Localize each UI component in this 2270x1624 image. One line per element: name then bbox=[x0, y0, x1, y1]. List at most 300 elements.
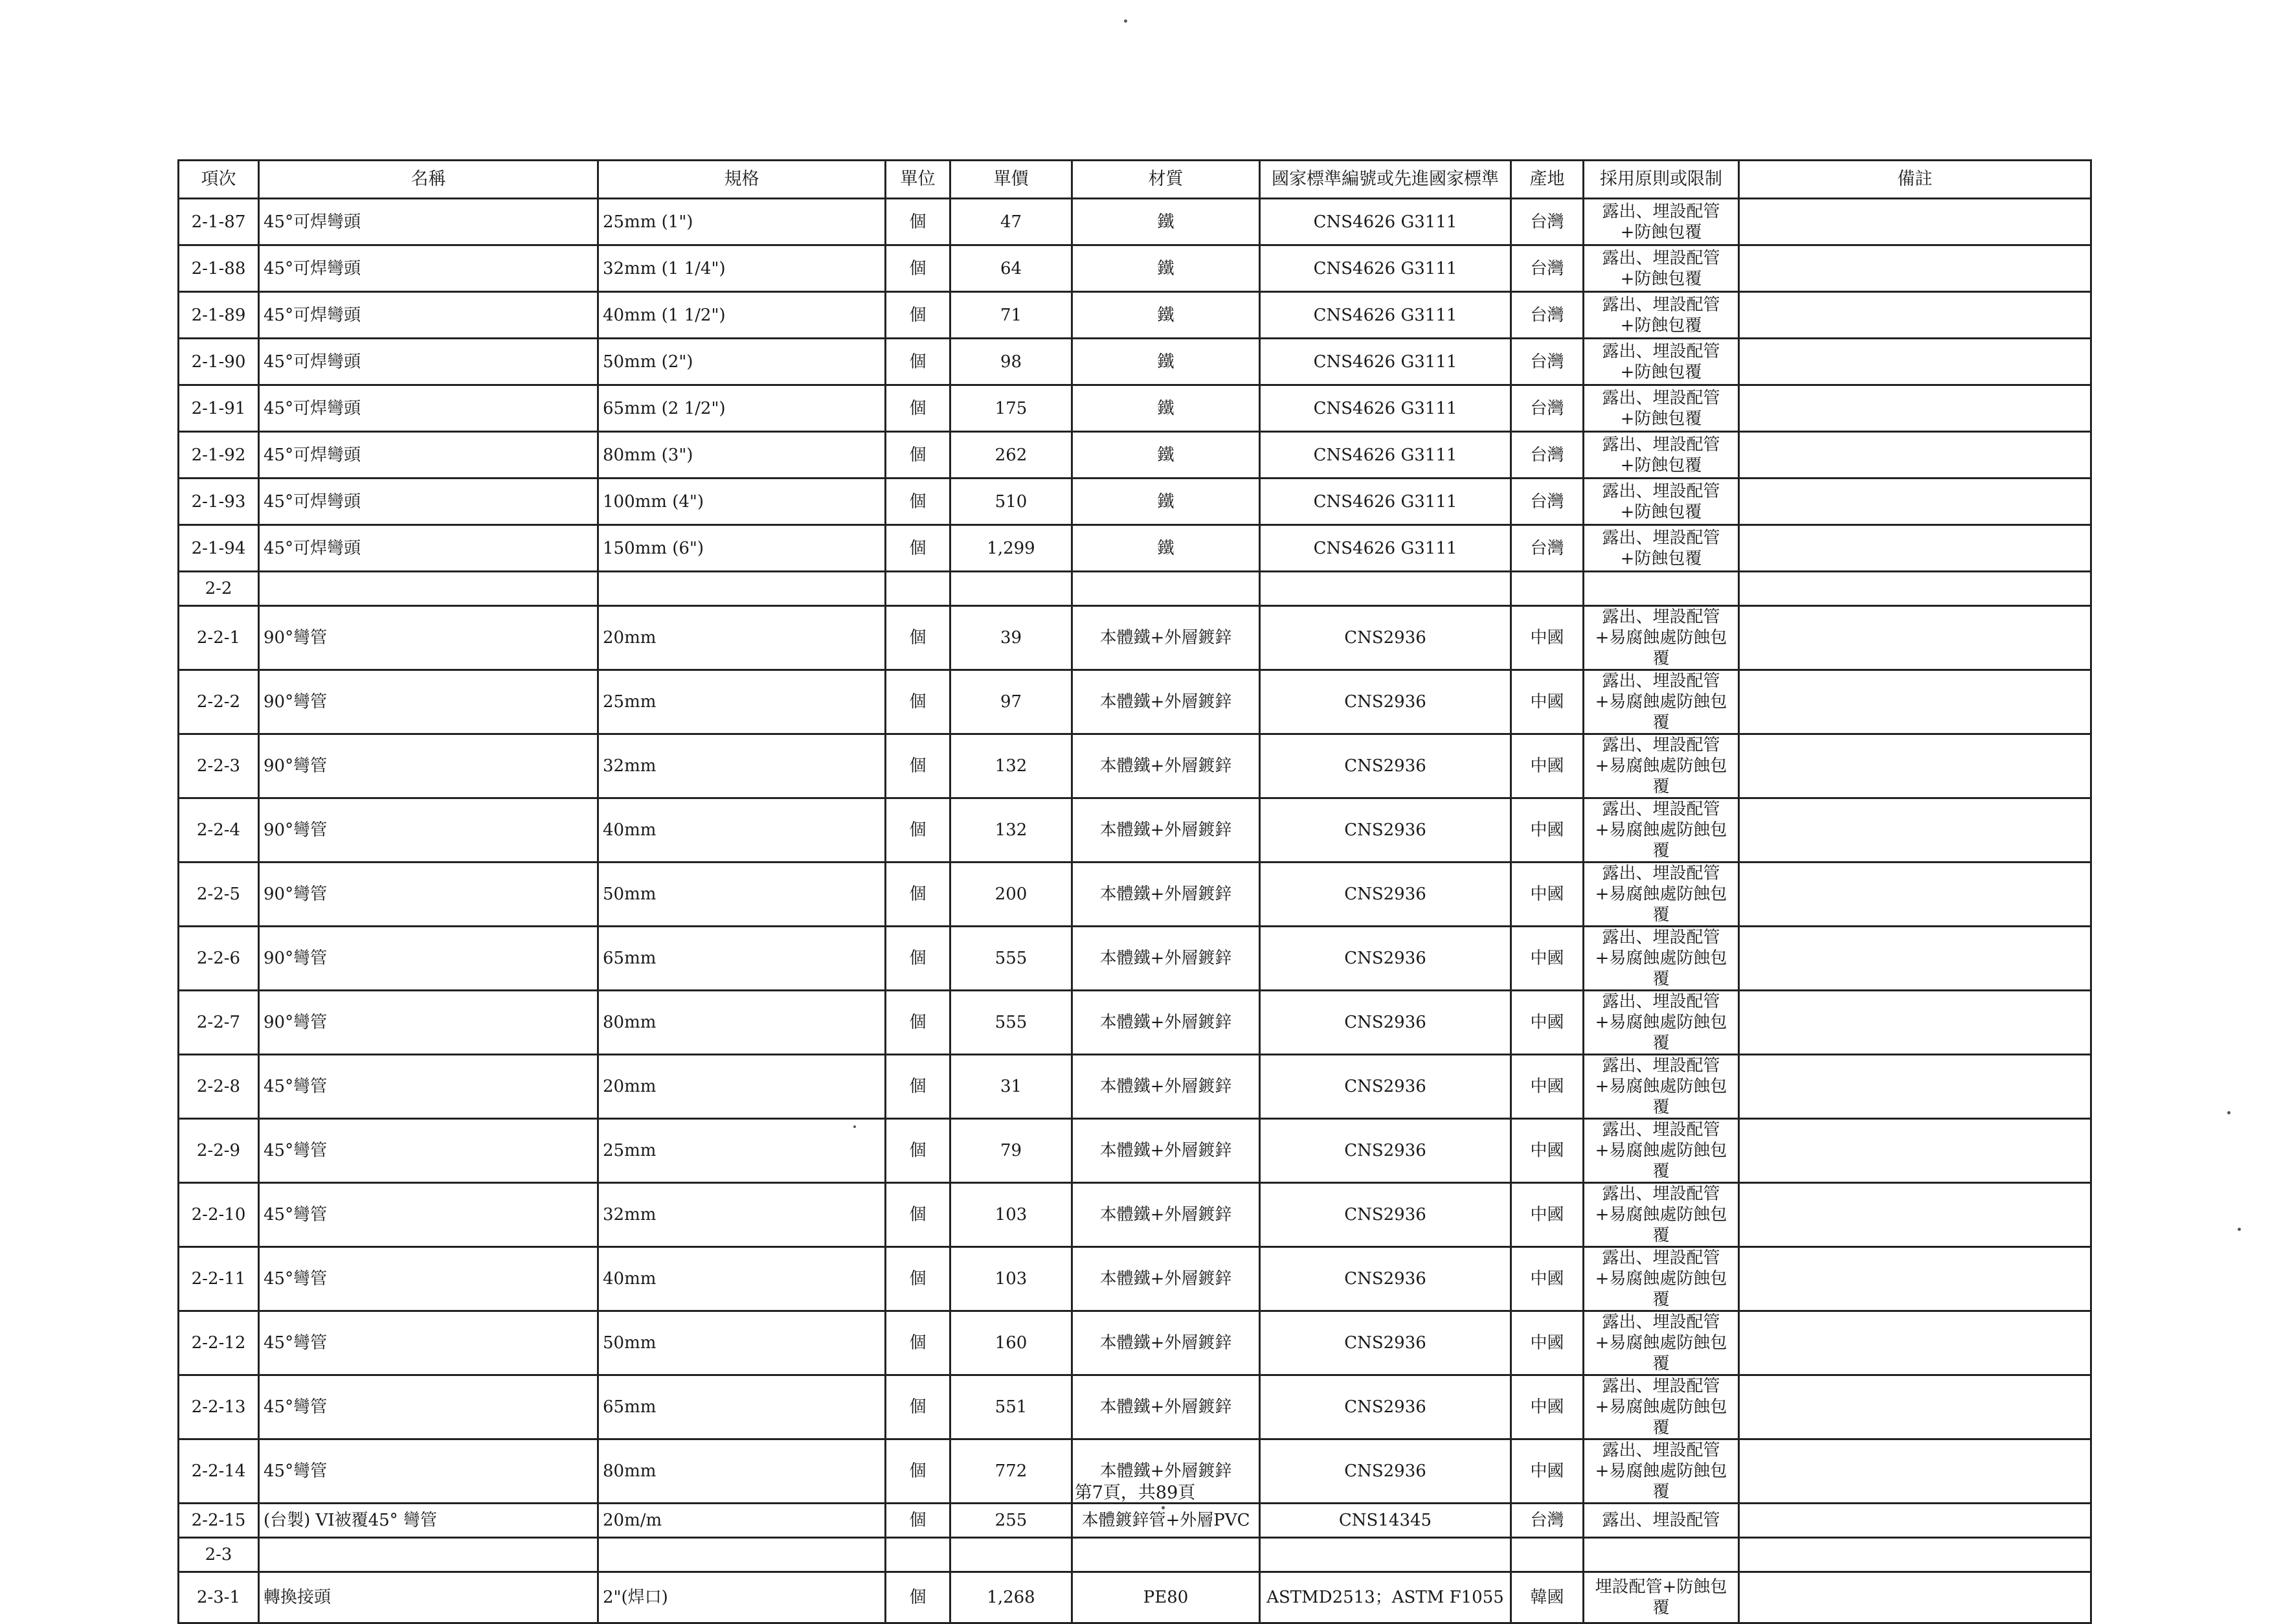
header-name: 名稱 bbox=[259, 161, 598, 199]
item-note bbox=[1739, 525, 2091, 572]
header-no: 項次 bbox=[179, 161, 259, 199]
item-material: 鐵 bbox=[1072, 479, 1260, 525]
item-standard: CNS2936 bbox=[1260, 670, 1511, 734]
item-price: 555 bbox=[950, 927, 1072, 991]
item-origin: 中國 bbox=[1511, 798, 1584, 863]
item-origin bbox=[1511, 1538, 1584, 1572]
item-standard: CNS2936 bbox=[1260, 1311, 1511, 1375]
item-name: 90°彎管 bbox=[259, 991, 598, 1055]
page-number: 第7頁，共89頁 bbox=[1074, 1483, 1196, 1503]
item-name: (台製) VI被覆45° 彎管 bbox=[259, 1504, 598, 1538]
item-origin: 中國 bbox=[1511, 1439, 1584, 1504]
item-origin: 中國 bbox=[1511, 1247, 1584, 1311]
item-origin: 中國 bbox=[1511, 1183, 1584, 1247]
item-unit: 個 bbox=[886, 927, 950, 991]
item-standard: CNS2936 bbox=[1260, 991, 1511, 1055]
item-price: 200 bbox=[950, 863, 1072, 927]
item-price: 103 bbox=[950, 1247, 1072, 1311]
item-origin: 台灣 bbox=[1511, 245, 1584, 292]
item-rule: 露出、埋設配管+防蝕包覆 bbox=[1584, 432, 1739, 479]
item-number: 2-2-12 bbox=[179, 1311, 259, 1375]
item-name bbox=[259, 572, 598, 606]
item-spec: 25mm bbox=[598, 670, 886, 734]
scan-speck bbox=[1124, 19, 1127, 23]
item-spec: 65mm bbox=[598, 1375, 886, 1439]
item-unit: 個 bbox=[886, 863, 950, 927]
item-price: 175 bbox=[950, 385, 1072, 432]
item-rule: 露出、埋設配管+易腐蝕處防蝕包覆 bbox=[1584, 670, 1739, 734]
item-name: 45°彎管 bbox=[259, 1119, 598, 1183]
item-origin: 台灣 bbox=[1511, 525, 1584, 572]
item-unit: 個 bbox=[886, 1504, 950, 1538]
item-unit: 個 bbox=[886, 798, 950, 863]
item-name: 45°彎管 bbox=[259, 1055, 598, 1119]
item-spec bbox=[598, 572, 886, 606]
item-number: 2-1-89 bbox=[179, 292, 259, 339]
price-table bbox=[177, 159, 2092, 1624]
item-material: 鐵 bbox=[1072, 339, 1260, 385]
item-origin: 中國 bbox=[1511, 1311, 1584, 1375]
item-spec: 50mm bbox=[598, 863, 886, 927]
item-material: 本體鐵+外層鍍鋅 bbox=[1072, 1247, 1260, 1311]
item-standard: CNS2936 bbox=[1260, 1439, 1511, 1504]
item-material: 鐵 bbox=[1072, 432, 1260, 479]
item-material: 本體鐵+外層鍍鋅 bbox=[1072, 734, 1260, 798]
item-number: 2-2-15 bbox=[179, 1504, 259, 1538]
item-number: 2-2-3 bbox=[179, 734, 259, 798]
item-spec: 32mm bbox=[598, 734, 886, 798]
item-price bbox=[950, 1538, 1072, 1572]
item-note bbox=[1739, 339, 2091, 385]
item-standard: CNS4626 G3111 bbox=[1260, 245, 1511, 292]
item-note bbox=[1739, 432, 2091, 479]
header-material: 材質 bbox=[1072, 161, 1260, 199]
item-unit: 個 bbox=[886, 432, 950, 479]
item-standard: CNS4626 G3111 bbox=[1260, 432, 1511, 479]
item-name bbox=[259, 1538, 598, 1572]
table-row bbox=[179, 525, 2091, 572]
item-material bbox=[1072, 572, 1260, 606]
item-rule: 露出、埋設配管+易腐蝕處防蝕包覆 bbox=[1584, 1119, 1739, 1183]
table-row bbox=[179, 1504, 2091, 1538]
item-rule: 露出、埋設配管+易腐蝕處防蝕包覆 bbox=[1584, 863, 1739, 927]
item-unit: 個 bbox=[886, 1183, 950, 1247]
item-spec: 20mm bbox=[598, 606, 886, 670]
item-spec: 80mm bbox=[598, 1439, 886, 1504]
item-note bbox=[1739, 479, 2091, 525]
item-origin: 中國 bbox=[1511, 670, 1584, 734]
item-note bbox=[1739, 385, 2091, 432]
item-unit: 個 bbox=[886, 199, 950, 245]
item-origin: 中國 bbox=[1511, 863, 1584, 927]
item-spec: 32mm bbox=[598, 1183, 886, 1247]
item-spec: 25mm bbox=[598, 1119, 886, 1183]
item-unit: 個 bbox=[886, 479, 950, 525]
item-unit: 個 bbox=[886, 1311, 950, 1375]
item-rule: 露出、埋設配管+易腐蝕處防蝕包覆 bbox=[1584, 1439, 1739, 1504]
item-name: 45°可焊彎頭 bbox=[259, 432, 598, 479]
item-number: 2-1-92 bbox=[179, 432, 259, 479]
table-row bbox=[179, 863, 2091, 927]
item-unit: 個 bbox=[886, 991, 950, 1055]
item-unit bbox=[886, 572, 950, 606]
item-note bbox=[1739, 1572, 2091, 1623]
item-price: 132 bbox=[950, 734, 1072, 798]
item-rule: 露出、埋設配管+易腐蝕處防蝕包覆 bbox=[1584, 1247, 1739, 1311]
item-name: 90°彎管 bbox=[259, 606, 598, 670]
header-unit: 單位 bbox=[886, 161, 950, 199]
item-price: 98 bbox=[950, 339, 1072, 385]
table-row bbox=[179, 339, 2091, 385]
item-standard: CNS2936 bbox=[1260, 927, 1511, 991]
item-name: 45°可焊彎頭 bbox=[259, 339, 598, 385]
item-rule: 露出、埋設配管+防蝕包覆 bbox=[1584, 199, 1739, 245]
table-row bbox=[179, 670, 2091, 734]
item-price: 160 bbox=[950, 1311, 1072, 1375]
item-material: 本體鐵+外層鍍鋅 bbox=[1072, 1439, 1260, 1504]
item-number: 2-1-94 bbox=[179, 525, 259, 572]
item-number: 2-2-2 bbox=[179, 670, 259, 734]
item-origin: 台灣 bbox=[1511, 479, 1584, 525]
item-standard: CNS4626 G3111 bbox=[1260, 479, 1511, 525]
table-row bbox=[179, 1572, 2091, 1623]
item-material: 本體鐵+外層鍍鋅 bbox=[1072, 991, 1260, 1055]
item-price: 262 bbox=[950, 432, 1072, 479]
item-material bbox=[1072, 1538, 1260, 1572]
item-unit: 個 bbox=[886, 525, 950, 572]
item-origin: 中國 bbox=[1511, 1119, 1584, 1183]
item-origin: 台灣 bbox=[1511, 432, 1584, 479]
item-material: 本體鍍鋅管+外層PVC bbox=[1072, 1504, 1260, 1538]
section-row bbox=[179, 572, 2091, 606]
scan-speck bbox=[1162, 1506, 1165, 1509]
item-standard: CNS4626 G3111 bbox=[1260, 339, 1511, 385]
item-price: 97 bbox=[950, 670, 1072, 734]
item-number: 2-2-4 bbox=[179, 798, 259, 863]
item-note bbox=[1739, 1119, 2091, 1183]
item-material: 鐵 bbox=[1072, 199, 1260, 245]
item-material: 本體鐵+外層鍍鋅 bbox=[1072, 1055, 1260, 1119]
item-origin: 台灣 bbox=[1511, 292, 1584, 339]
item-spec: 65mm bbox=[598, 927, 886, 991]
item-name: 45°彎管 bbox=[259, 1439, 598, 1504]
item-spec: 40mm (1 1/2") bbox=[598, 292, 886, 339]
table-row bbox=[179, 991, 2091, 1055]
table-row bbox=[179, 1055, 2091, 1119]
item-price: 551 bbox=[950, 1375, 1072, 1439]
item-rule: 露出、埋設配管+易腐蝕處防蝕包覆 bbox=[1584, 1375, 1739, 1439]
item-number: 2-1-91 bbox=[179, 385, 259, 432]
item-unit: 個 bbox=[886, 1439, 950, 1504]
item-rule: 露出、埋設配管+易腐蝕處防蝕包覆 bbox=[1584, 991, 1739, 1055]
item-number: 2-3-1 bbox=[179, 1572, 259, 1623]
item-name: 90°彎管 bbox=[259, 863, 598, 927]
header-row bbox=[179, 161, 2091, 199]
item-standard bbox=[1260, 1538, 1511, 1572]
item-note bbox=[1739, 1055, 2091, 1119]
item-standard: CNS4626 G3111 bbox=[1260, 525, 1511, 572]
item-spec bbox=[598, 1538, 886, 1572]
item-name: 45°可焊彎頭 bbox=[259, 385, 598, 432]
item-origin: 中國 bbox=[1511, 927, 1584, 991]
item-standard bbox=[1260, 572, 1511, 606]
item-name: 45°彎管 bbox=[259, 1247, 598, 1311]
item-name: 45°可焊彎頭 bbox=[259, 525, 598, 572]
item-rule bbox=[1584, 1538, 1739, 1572]
item-spec: 2"(焊口) bbox=[598, 1572, 886, 1623]
item-number: 2-2-9 bbox=[179, 1119, 259, 1183]
table-row bbox=[179, 199, 2091, 245]
item-price: 64 bbox=[950, 245, 1072, 292]
item-price: 103 bbox=[950, 1183, 1072, 1247]
item-spec: 40mm bbox=[598, 1247, 886, 1311]
item-name: 45°彎管 bbox=[259, 1375, 598, 1439]
item-origin: 台灣 bbox=[1511, 1504, 1584, 1538]
item-price bbox=[950, 572, 1072, 606]
item-origin: 中國 bbox=[1511, 1055, 1584, 1119]
item-standard: ASTMD2513；ASTM F1055 bbox=[1260, 1572, 1511, 1623]
header-rule: 採用原則或限制 bbox=[1584, 161, 1739, 199]
item-rule: 露出、埋設配管+防蝕包覆 bbox=[1584, 479, 1739, 525]
item-note bbox=[1739, 1311, 2091, 1375]
item-standard: CNS2936 bbox=[1260, 798, 1511, 863]
item-origin: 中國 bbox=[1511, 606, 1584, 670]
item-number: 2-2-14 bbox=[179, 1439, 259, 1504]
item-material: 本體鐵+外層鍍鋅 bbox=[1072, 798, 1260, 863]
item-note bbox=[1739, 199, 2091, 245]
item-material: 本體鐵+外層鍍鋅 bbox=[1072, 1183, 1260, 1247]
table-row bbox=[179, 1183, 2091, 1247]
section-row bbox=[179, 1538, 2091, 1572]
item-note bbox=[1739, 991, 2091, 1055]
item-price: 132 bbox=[950, 798, 1072, 863]
item-standard: CNS4626 G3111 bbox=[1260, 199, 1511, 245]
item-origin: 中國 bbox=[1511, 991, 1584, 1055]
item-note bbox=[1739, 572, 2091, 606]
item-name: 45°彎管 bbox=[259, 1183, 598, 1247]
item-origin: 台灣 bbox=[1511, 199, 1584, 245]
item-note bbox=[1739, 606, 2091, 670]
table-row bbox=[179, 927, 2091, 991]
item-name: 45°可焊彎頭 bbox=[259, 479, 598, 525]
item-standard: CNS2936 bbox=[1260, 863, 1511, 927]
item-standard: CNS2936 bbox=[1260, 1119, 1511, 1183]
item-material: 本體鐵+外層鍍鋅 bbox=[1072, 1311, 1260, 1375]
item-spec: 65mm (2 1/2") bbox=[598, 385, 886, 432]
item-spec: 80mm bbox=[598, 991, 886, 1055]
item-name: 轉換接頭 bbox=[259, 1572, 598, 1623]
table-row bbox=[179, 479, 2091, 525]
scan-speck bbox=[853, 1125, 856, 1128]
item-rule: 露出、埋設配管+防蝕包覆 bbox=[1584, 385, 1739, 432]
item-price: 510 bbox=[950, 479, 1072, 525]
item-number: 2-2-8 bbox=[179, 1055, 259, 1119]
item-rule: 露出、埋設配管+防蝕包覆 bbox=[1584, 245, 1739, 292]
table-row bbox=[179, 1375, 2091, 1439]
item-number: 2-2-6 bbox=[179, 927, 259, 991]
item-rule: 露出、埋設配管+易腐蝕處防蝕包覆 bbox=[1584, 606, 1739, 670]
table-row bbox=[179, 385, 2091, 432]
item-price: 255 bbox=[950, 1504, 1072, 1538]
item-standard: CNS2936 bbox=[1260, 1055, 1511, 1119]
item-spec: 150mm (6") bbox=[598, 525, 886, 572]
item-origin: 台灣 bbox=[1511, 339, 1584, 385]
item-spec: 25mm (1") bbox=[598, 199, 886, 245]
item-origin: 中國 bbox=[1511, 734, 1584, 798]
item-name: 90°彎管 bbox=[259, 670, 598, 734]
item-spec: 40mm bbox=[598, 798, 886, 863]
item-note bbox=[1739, 927, 2091, 991]
item-material: 鐵 bbox=[1072, 245, 1260, 292]
item-standard: CNS2936 bbox=[1260, 1375, 1511, 1439]
item-price: 1,268 bbox=[950, 1572, 1072, 1623]
item-price: 555 bbox=[950, 991, 1072, 1055]
item-material: 本體鐵+外層鍍鋅 bbox=[1072, 1375, 1260, 1439]
item-note bbox=[1739, 1538, 2091, 1572]
item-number: 2-2-5 bbox=[179, 863, 259, 927]
item-material: 本體鐵+外層鍍鋅 bbox=[1072, 927, 1260, 991]
item-name: 45°可焊彎頭 bbox=[259, 292, 598, 339]
item-name: 45°可焊彎頭 bbox=[259, 245, 598, 292]
item-note bbox=[1739, 1183, 2091, 1247]
item-name: 45°彎管 bbox=[259, 1311, 598, 1375]
table-row bbox=[179, 1119, 2091, 1183]
item-number: 2-2-11 bbox=[179, 1247, 259, 1311]
scan-speck bbox=[2227, 1111, 2231, 1114]
item-material: 本體鐵+外層鍍鋅 bbox=[1072, 670, 1260, 734]
item-material: 本體鐵+外層鍍鋅 bbox=[1072, 1119, 1260, 1183]
item-material: 鐵 bbox=[1072, 385, 1260, 432]
item-rule: 露出、埋設配管+易腐蝕處防蝕包覆 bbox=[1584, 734, 1739, 798]
item-number: 2-2-10 bbox=[179, 1183, 259, 1247]
item-standard: CNS14345 bbox=[1260, 1504, 1511, 1538]
item-material: 鐵 bbox=[1072, 292, 1260, 339]
item-origin: 台灣 bbox=[1511, 385, 1584, 432]
item-spec: 80mm (3") bbox=[598, 432, 886, 479]
item-material: 鐵 bbox=[1072, 525, 1260, 572]
table-row bbox=[179, 1311, 2091, 1375]
table-row bbox=[179, 798, 2091, 863]
item-material: 本體鐵+外層鍍鋅 bbox=[1072, 863, 1260, 927]
item-unit: 個 bbox=[886, 606, 950, 670]
item-rule: 露出、埋設配管+易腐蝕處防蝕包覆 bbox=[1584, 927, 1739, 991]
item-standard: CNS2936 bbox=[1260, 734, 1511, 798]
item-spec: 50mm (2") bbox=[598, 339, 886, 385]
item-unit: 個 bbox=[886, 292, 950, 339]
item-rule: 埋設配管+防蝕包覆 bbox=[1584, 1572, 1739, 1623]
item-rule: 露出、埋設配管+防蝕包覆 bbox=[1584, 292, 1739, 339]
table-row bbox=[179, 606, 2091, 670]
item-number: 2-2-13 bbox=[179, 1375, 259, 1439]
item-unit: 個 bbox=[886, 245, 950, 292]
table-row bbox=[179, 292, 2091, 339]
item-standard: CNS4626 G3111 bbox=[1260, 385, 1511, 432]
table-row bbox=[179, 432, 2091, 479]
item-number: 2-1-90 bbox=[179, 339, 259, 385]
item-unit: 個 bbox=[886, 734, 950, 798]
item-price: 1,299 bbox=[950, 525, 1072, 572]
scan-speck bbox=[2238, 1228, 2241, 1231]
item-name: 45°可焊彎頭 bbox=[259, 199, 598, 245]
table-row bbox=[179, 245, 2091, 292]
item-note bbox=[1739, 798, 2091, 863]
item-spec: 20mm bbox=[598, 1055, 886, 1119]
item-unit: 個 bbox=[886, 1375, 950, 1439]
item-origin: 韓國 bbox=[1511, 1572, 1584, 1623]
header-note: 備註 bbox=[1739, 161, 2091, 199]
item-number: 2-1-88 bbox=[179, 245, 259, 292]
item-unit bbox=[886, 1538, 950, 1572]
header-standard: 國家標準編號或先進國家標準 bbox=[1260, 161, 1511, 199]
item-price: 39 bbox=[950, 606, 1072, 670]
table-row bbox=[179, 1247, 2091, 1311]
header-spec: 規格 bbox=[598, 161, 886, 199]
item-origin: 中國 bbox=[1511, 1375, 1584, 1439]
item-spec: 50mm bbox=[598, 1311, 886, 1375]
item-price: 79 bbox=[950, 1119, 1072, 1183]
item-rule: 露出、埋設配管+易腐蝕處防蝕包覆 bbox=[1584, 1183, 1739, 1247]
table-row bbox=[179, 734, 2091, 798]
item-note bbox=[1739, 1375, 2091, 1439]
item-number: 2-2 bbox=[179, 572, 259, 606]
item-price: 47 bbox=[950, 199, 1072, 245]
item-number: 2-1-87 bbox=[179, 199, 259, 245]
item-rule: 露出、埋設配管 bbox=[1584, 1504, 1739, 1538]
item-unit: 個 bbox=[886, 385, 950, 432]
item-rule: 露出、埋設配管+易腐蝕處防蝕包覆 bbox=[1584, 1055, 1739, 1119]
item-unit: 個 bbox=[886, 1119, 950, 1183]
item-name: 90°彎管 bbox=[259, 734, 598, 798]
item-standard: CNS2936 bbox=[1260, 606, 1511, 670]
item-material: PE80 bbox=[1072, 1572, 1260, 1623]
item-material: 本體鐵+外層鍍鋅 bbox=[1072, 606, 1260, 670]
item-name: 90°彎管 bbox=[259, 798, 598, 863]
item-standard: CNS2936 bbox=[1260, 1247, 1511, 1311]
item-rule: 露出、埋設配管+易腐蝕處防蝕包覆 bbox=[1584, 798, 1739, 863]
item-rule: 露出、埋設配管+防蝕包覆 bbox=[1584, 339, 1739, 385]
item-note bbox=[1739, 292, 2091, 339]
item-unit: 個 bbox=[886, 670, 950, 734]
item-note bbox=[1739, 1504, 2091, 1538]
item-rule: 露出、埋設配管+易腐蝕處防蝕包覆 bbox=[1584, 1311, 1739, 1375]
item-rule bbox=[1584, 572, 1739, 606]
item-spec: 32mm (1 1/4") bbox=[598, 245, 886, 292]
item-standard: CNS4626 G3111 bbox=[1260, 292, 1511, 339]
item-name: 90°彎管 bbox=[259, 927, 598, 991]
item-spec: 100mm (4") bbox=[598, 479, 886, 525]
item-price: 31 bbox=[950, 1055, 1072, 1119]
item-rule: 露出、埋設配管+防蝕包覆 bbox=[1584, 525, 1739, 572]
item-standard: CNS2936 bbox=[1260, 1183, 1511, 1247]
item-note bbox=[1739, 245, 2091, 292]
item-price: 71 bbox=[950, 292, 1072, 339]
item-number: 2-2-7 bbox=[179, 991, 259, 1055]
item-note bbox=[1739, 863, 2091, 927]
item-origin bbox=[1511, 572, 1584, 606]
header-origin: 產地 bbox=[1511, 161, 1584, 199]
header-price: 單價 bbox=[950, 161, 1072, 199]
item-unit: 個 bbox=[886, 1572, 950, 1623]
item-number: 2-1-93 bbox=[179, 479, 259, 525]
item-number: 2-3 bbox=[179, 1538, 259, 1572]
item-note bbox=[1739, 1247, 2091, 1311]
item-unit: 個 bbox=[886, 1055, 950, 1119]
item-note bbox=[1739, 734, 2091, 798]
item-price: 772 bbox=[950, 1439, 1072, 1504]
item-spec: 20m/m bbox=[598, 1504, 886, 1538]
item-unit: 個 bbox=[886, 1247, 950, 1311]
item-unit: 個 bbox=[886, 339, 950, 385]
